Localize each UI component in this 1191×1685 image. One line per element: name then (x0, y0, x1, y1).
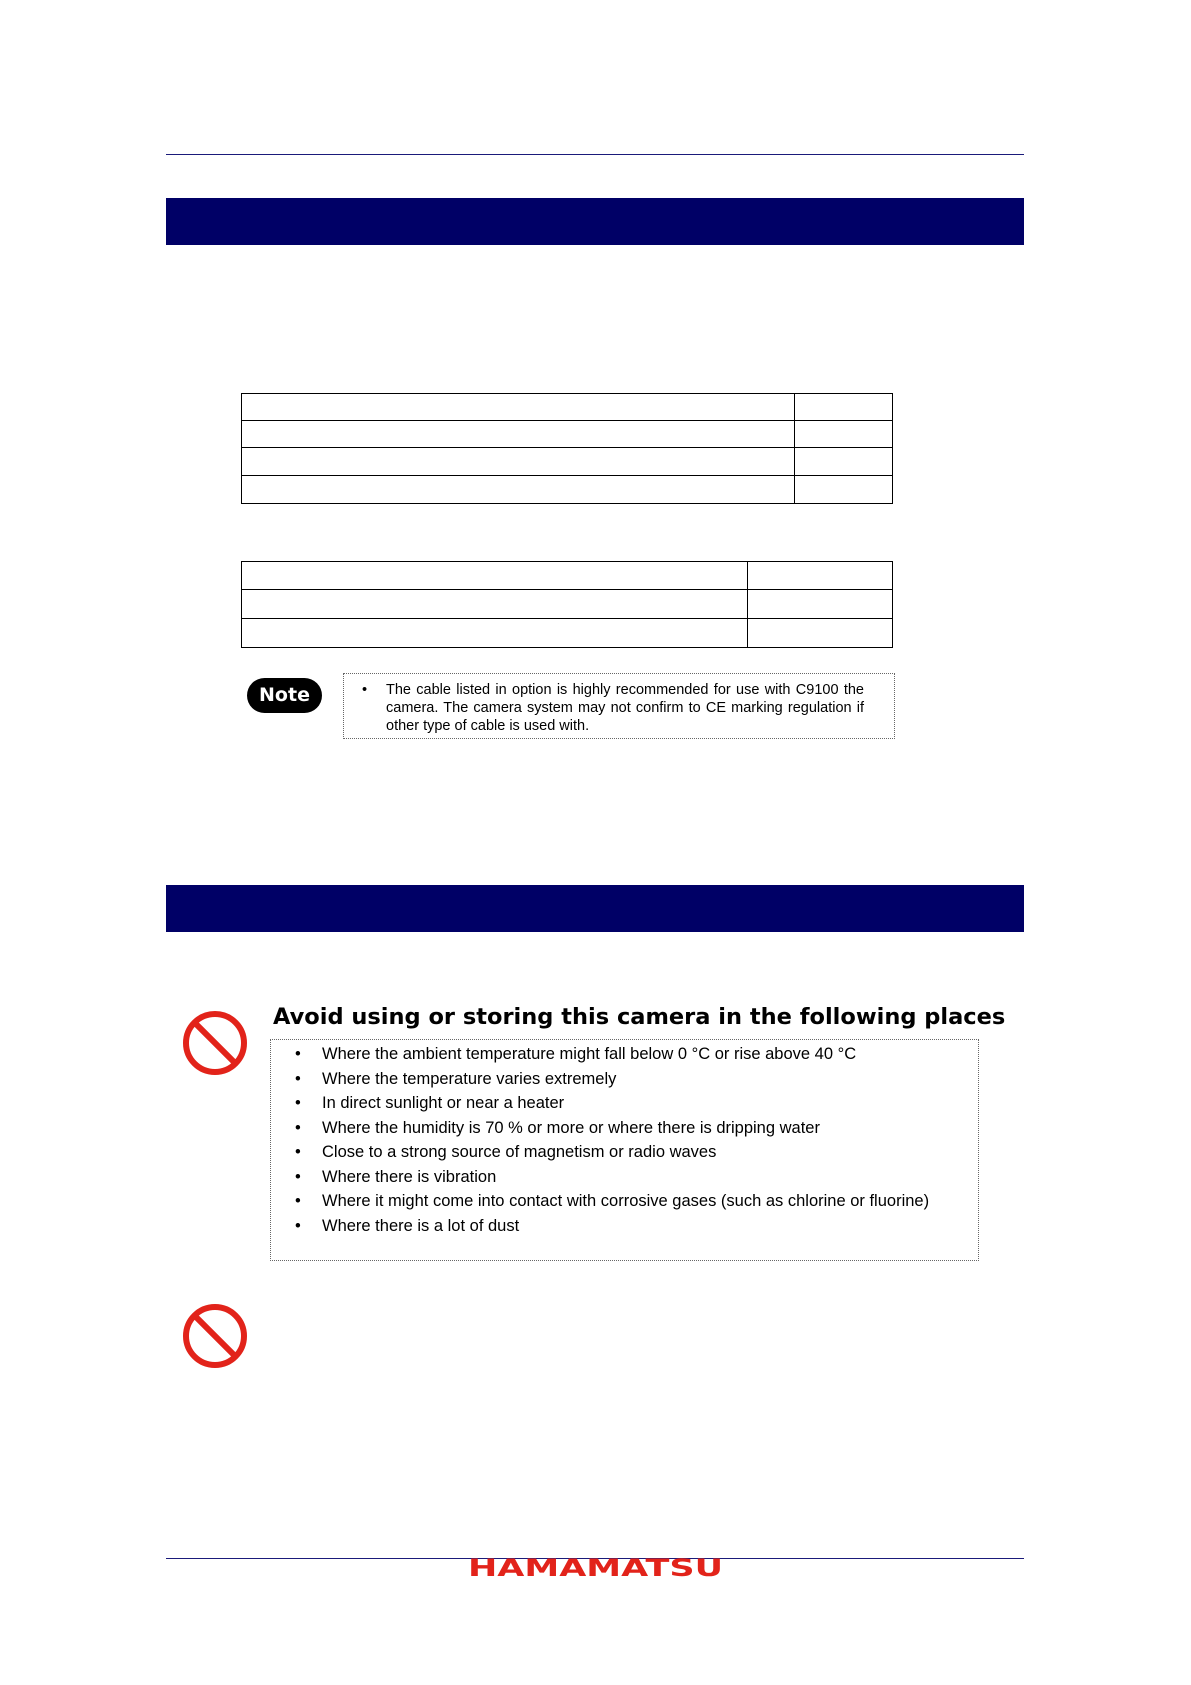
section-header-bar-1 (166, 198, 1024, 245)
list-item (295, 1191, 948, 1211)
header-rule (166, 154, 1024, 155)
list-item-text: Where the ambient temperature might fall below 0 °C or rise above 40 °C (322, 1045, 857, 1063)
bullet: • (295, 1045, 301, 1063)
prohibition-icon (182, 1303, 248, 1369)
list-item (295, 1167, 948, 1187)
table-cell (748, 619, 893, 648)
logo-text: HAMAMATSU (468, 1557, 723, 1579)
table-cell (795, 448, 893, 476)
list-item (295, 1093, 948, 1113)
caution-title: Avoid using or storing this camera in the following places (273, 1004, 1006, 1030)
table-2 (241, 561, 893, 648)
table-row (242, 476, 893, 504)
table-cell (242, 448, 795, 476)
list-item-text: Where there is vibration (322, 1167, 497, 1186)
caution-list (295, 1044, 948, 1236)
table-cell (242, 394, 795, 421)
note-item (362, 681, 864, 735)
list-item-text: Where it might come into contact with corrosive gases (such as chlorine or fluorine) (322, 1192, 930, 1210)
table-row (242, 448, 893, 476)
bullet: • (295, 1094, 301, 1112)
section-header-bar-2 (166, 885, 1024, 932)
prohibition-icon (182, 1010, 248, 1076)
table-row (242, 421, 893, 448)
table-cell (748, 590, 893, 619)
table-row (242, 590, 893, 619)
table-cell (795, 476, 893, 504)
bullet: • (295, 1143, 301, 1161)
list-item (295, 1142, 948, 1162)
table-cell (795, 394, 893, 421)
note-label: Note (247, 678, 322, 713)
caution-box (270, 1039, 979, 1261)
table-cell (242, 619, 748, 648)
bullet: • (295, 1069, 301, 1088)
bullet: • (295, 1118, 301, 1137)
table-cell (242, 590, 748, 619)
table-row (242, 562, 893, 590)
list-item-text: Where the temperature varies extremely (322, 1069, 617, 1088)
list-item (295, 1216, 948, 1236)
table-row (242, 394, 893, 421)
list-item-text: Close to a strong source of magnetism or radio waves (322, 1143, 717, 1161)
hamamatsu-logo (467, 1557, 724, 1579)
table-1 (241, 393, 893, 504)
table-cell (242, 421, 795, 448)
list-item-text: Where the humidity is 70 % or more or where there is dripping water (322, 1118, 820, 1137)
list-item (295, 1118, 948, 1138)
table-cell (242, 562, 748, 590)
table-row (242, 619, 893, 648)
bullet: • (295, 1216, 301, 1235)
bullet: • (362, 682, 368, 698)
list-item-text: In direct sunlight or near a heater (322, 1094, 565, 1112)
list-item (295, 1044, 948, 1064)
table-cell (795, 421, 893, 448)
list-item-text: Where there is a lot of dust (322, 1216, 520, 1235)
note-text: The cable listed in option is highly recommended for use with C9100 the camera. The camera system may not confirm to CE marking regulation if other type of cable is used with. (386, 682, 864, 734)
table-cell (748, 562, 893, 590)
bullet: • (295, 1192, 301, 1210)
table-cell (242, 476, 795, 504)
list-item (295, 1069, 948, 1089)
note-box (343, 673, 895, 739)
bullet: • (295, 1167, 301, 1186)
